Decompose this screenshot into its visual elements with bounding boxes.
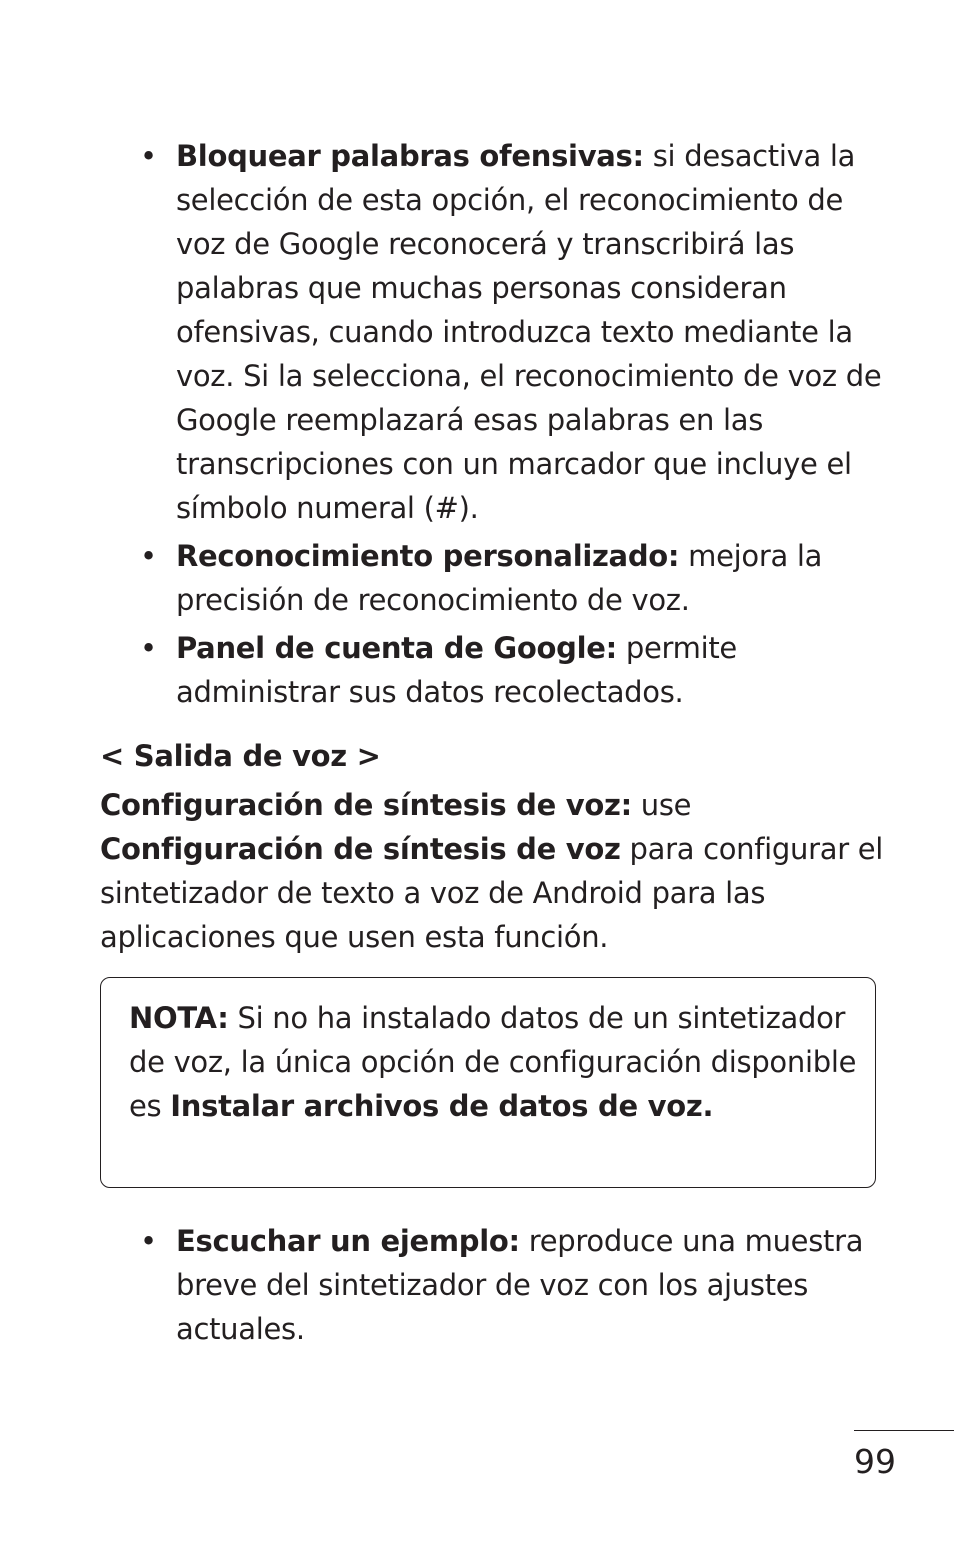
settings-bullet-list [140,134,900,718]
list-item [140,1219,900,1351]
bullet-text: reproduce una muestra breve del sintetizador de voz con los ajustes actuales. [176,1224,864,1346]
list-item [140,534,900,622]
list-item [140,134,900,530]
config-paragraph [100,783,890,959]
example-bullet-list [140,1219,900,1355]
section-title: < Salida de voz > [100,739,381,773]
page-number: 99 [854,1442,896,1481]
bullet-icon: • [140,539,157,573]
note-body: Si no ha instalado datos de un sintetizador de voz, la única opción de configuración disponible es [129,1001,857,1123]
note-text [129,996,859,1128]
bullet-term: Panel de cuenta de Google: [176,631,617,665]
bullet-term: Reconocimiento personalizado: [176,539,680,573]
config-bold-ref: Configuración de síntesis de voz [100,832,621,866]
note-bold-ref: Instalar archivos de datos de voz. [170,1089,714,1123]
config-text: para configurar el sintetizador de texto a voz de Android para las aplicaciones que usen esta función. [100,832,884,954]
bullet-icon: • [140,139,157,173]
bullet-text: permite administrar sus datos recolectados. [176,631,737,709]
config-term: Configuración de síntesis de voz: [100,788,632,822]
bullet-icon: • [140,631,157,665]
bullet-text: mejora la precisión de reconocimiento de voz. [176,539,823,617]
config-use-word: use [640,788,692,822]
bullet-term: Escuchar un ejemplo: [176,1224,520,1258]
bullet-term: Bloquear palabras ofensivas: [176,139,644,173]
list-item [140,626,900,714]
bullet-text: si desactiva la selección de esta opción, el reconocimiento de voz de Google reconocerá y transcribirá las palabras que muchas personas consideran ofensivas, cuando introduzca texto mediante la voz. Si la selecciona, el reconocimiento de voz de Google reemplazará esas palabras en las transcripciones con un marcador que incluye el símbolo numeral (#). [176,139,882,525]
note-label: NOTA: [129,1001,229,1035]
page-number-rule [854,1430,954,1431]
note-box [100,977,876,1188]
bullet-icon: • [140,1224,157,1258]
